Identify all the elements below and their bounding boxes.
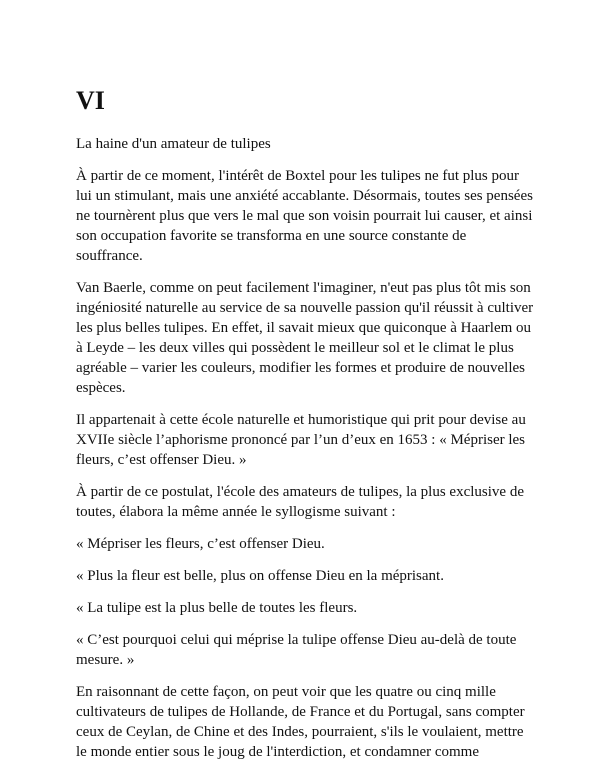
paragraph-4: À partir de ce postulat, l'école des amateurs de tulipes, la plus exclusive de toutes, élabora la même année le syllogisme suivant :	[76, 484, 524, 520]
document-page	[76, 86, 536, 774]
syllogism-line-4: « C’est pourquoi celui qui méprise la tulipe offense Dieu au-delà de toute mesure. »	[76, 632, 517, 668]
chapter-number: VI	[76, 86, 105, 115]
paragraph-3: Il appartenait à cette école naturelle et humoristique qui prit pour devise au XVIIe siècle l’aphorisme prononcé par l’un d’eux en 1653 : « Mépriser les fleurs, c’est offenser Dieu. »	[76, 412, 526, 468]
paragraph-2: Van Baerle, comme on peut facilement l'imaginer, n'eut pas plus tôt mis son ingéniosité naturelle au service de sa nouvelle passion qu'il réussit à cultiver les plus belles tulipes. En effet, il savait mieux que quiconque à Haarlem ou à Leyde – les deux villes qui possèdent le meilleur sol et le climat le plus agréable – varier les couleurs, modifier les formes et produire de nouvelles espèces.	[76, 280, 534, 396]
chapter-title: La haine d'un amateur de tulipes	[76, 136, 271, 152]
paragraph-final: En raisonnant de cette façon, on peut voir que les quatre ou cinq mille cultivateurs de tulipes de Hollande, de France et du Portugal, sans compter ceux de Ceylan, de Chine et des Indes, pourraient, s'ils le voulaient, mettre le monde entier sous le joug de l'interdiction, et condamner comme	[76, 684, 525, 760]
syllogism-line-2: « Plus la fleur est belle, plus on offense Dieu en la méprisant.	[76, 568, 444, 584]
syllogism-line-3: « La tulipe est la plus belle de toutes les fleurs.	[76, 600, 358, 616]
paragraph-1: À partir de ce moment, l'intérêt de Boxtel pour les tulipes ne fut plus pour lui un stimulant, mais une anxiété accablante. Désormais, toutes ses pensées ne tournèrent plus que vers le mal que son voisin pourrait lui causer, et ainsi son occupation favorite se transforma en une source constante de souffrance.	[76, 168, 533, 264]
syllogism-line-1: « Mépriser les fleurs, c’est offenser Dieu.	[76, 536, 325, 552]
